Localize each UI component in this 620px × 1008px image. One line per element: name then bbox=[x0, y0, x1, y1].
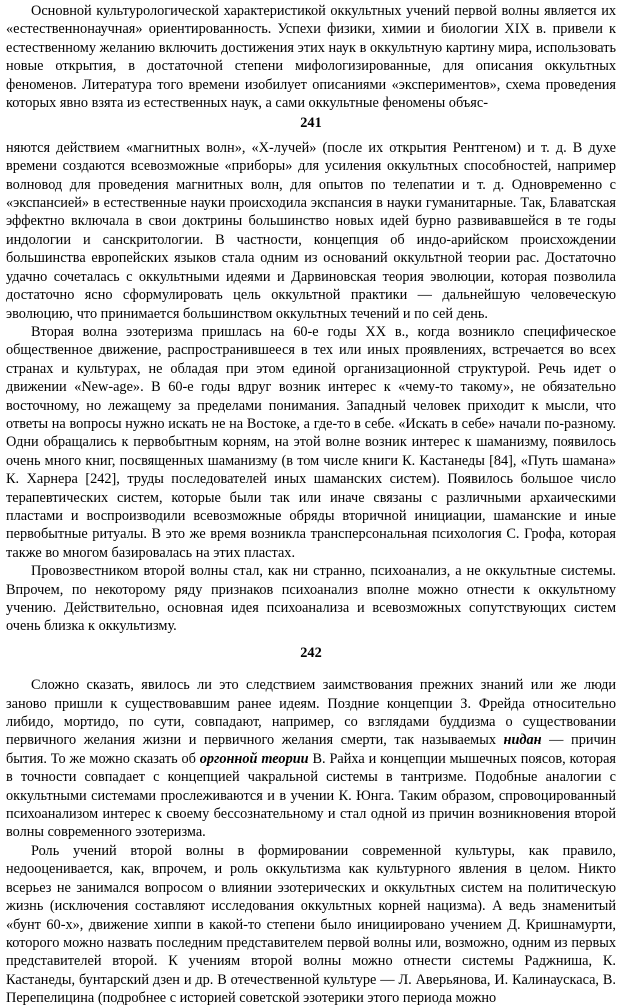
paragraph-freud-comparison bbox=[6, 676, 616, 842]
page-number-242: 242 bbox=[300, 644, 322, 661]
paragraph-second-wave: Вторая волна эзотеризма пришлась на 60-е годы XX в., когда возникло специфическое общественное движение, распространившееся в тех или иных проявлениях, встречается во всех странах и культурах, не обладая при этом единой организационной структурой. Речь идет о движении «New-age». В 60-е годы вдруг возник интерес к «чему-то такому», не обязательно восточному, но лежащему за пределами понимания. Западный человек приходит к мысли, что ответы на вопросы нужно искать не на Востоке, а где-то в себе. «Искать в себе» начали по-разному. Одни обращались к первобытным корням, на этой волне возник интерес к шаманизму, появилось очень много книг, посвященных шаманизму (в том числе книги К. Кастанеды [84], «Путь шамана» К. Харнера [242], труды последователей иных шаманских систем). Появилось большое число терапевтических систем, которые были так или иначе связаны с различными архаическими пластами и воспроизводили всевозможные обряды вторичной инициации, шаманские и иные первобытные ритуалы. В это же время возникла трансперсональная психология С. Грофа, которая также во многом базировалась на этих пластах. bbox=[6, 323, 616, 561]
page-number-241: 241 bbox=[300, 115, 322, 132]
paragraph-psychoanalysis: Провозвестником второй волны стал, как ни странно, психоанализ, а не оккультные системы. Впрочем, по некоторому ряду признаков психоанализ вполне можно отнести к оккультному учению. Действительно, основная идея психоанализа и всевозможных сопутствующих систем очень близка к оккультизму. bbox=[6, 563, 616, 635]
paragraph-second-wave-role: Роль учений второй волны в формировании современной культуры, как правило, недооценивается, как, впрочем, и роль оккультизма как культурного явления в целом. Никто всерьез не занимался вопросом о влиянии эзотерических и оккультных систем на политическую жизнь (исключения составляют исследования оккультных корней нацизма). А ведь знаменитый «бунт 60-х», движение хиппи в какой-то степени было инициировано учением Д. Кришнамурти, которого можно назвать последним представителем первой волны или, возможно, одним из первых представителей второй. К учениям второй волны можно отнести системы Раджниша, К. Кастанеды, бунтарский дзен и др. В отечественной культуре — Л. Аверьянова, И. Калинаускаса, В. Перепелицина (подробнее с историей советской эзотерики этого периода можно bbox=[6, 842, 616, 1007]
emphasis-orgone-theory: оргонной теории bbox=[199, 750, 309, 767]
paragraph-continuation: няются действием «магнитных волн», «X-лучей» (после их открытия Рентгеном) и т. д. В духе времени создаются всевозможные «приборы» для усиления оккультных способностей, например волновод для проведения магнитных волн, для опытов по телепатии и т. д. Одновременно с «экспансией» в естественные науки происходила экспансия в науки гуманитарные. Так, Блаватская эффектно включала в свои доктрины большинство новых идей бурно развивавшейся в те годы индологии и санскритологии. В частности, концепция об индо-арийском происхождении большинства европейских языков стала одним из оснований оккультной теории рас. Достаточно удачно сочеталась с оккультными идеями и Дарвиновская теория эволюции, которая позволила достаточно ясно сформулировать цель оккультной практики — дальнейшую человеческую эволюцию, что принимается большинством оккультных течений и по сей день. bbox=[6, 139, 616, 322]
emphasis-nidan: нидан bbox=[503, 732, 542, 749]
text-run: В. Райха и концепции мышечных поясов, которая в точности совпадает с концепцией чакральной системы в тантризме. Подобные аналогии с оккультными системами прослеживаются и в учении К. Юнга. Таким образом, спровоцированный психоанализом интерес к своему бессознательному и стал одной из причин возникновения второй волны современного эзотеризма. bbox=[6, 750, 616, 841]
text-run: Сложно сказать, явилось ли это следствием заимствования прежних знаний или же люди заново пришли к существовавшим ранее идеям. Поздние концепции З. Фрейда относительно либидо, мортидо, по сути, совпадают, например, со взглядами буддизма о существовании первичного желания жизни и первичного желания смерти, так называемых bbox=[6, 677, 616, 749]
text-run: — причин бытия. То же можно сказать об bbox=[6, 732, 616, 767]
paragraph-esoteric-first-wave: Основной культурологической характеристикой оккультных учений первой волны является их «естественнонаучная» ориентированность. Успехи физики, химии и биологии XIX в. привели к естественному желанию включить достижения этих наук в оккультную картину мира, использовать новые открытия, в достаточной степени мифологизированные, для описания оккультных феноменов. Литература того времени изобилует описаниями «экспериментов», схема проведения которых явно взята из естественных наук, а сами оккультные феномены объяс- bbox=[6, 3, 616, 112]
